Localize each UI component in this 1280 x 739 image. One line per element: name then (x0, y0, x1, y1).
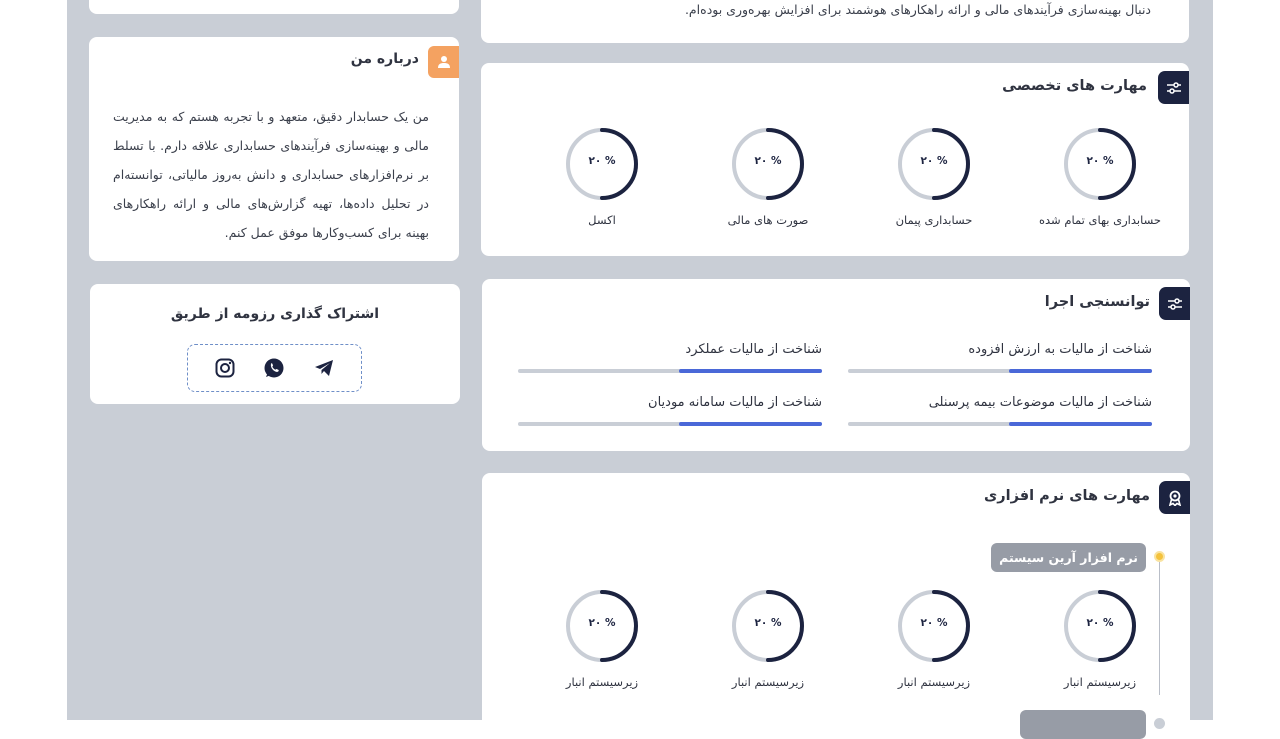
share-card (90, 284, 460, 404)
software-group-label-next (1020, 710, 1146, 739)
software-percent: % ۲۰ (588, 617, 616, 629)
software-ring-item (693, 589, 843, 689)
performance-bar (518, 395, 822, 426)
progress-track (518, 369, 822, 373)
sliders-icon (1158, 71, 1189, 104)
software-percent: % ۲۰ (754, 617, 782, 629)
progress-ring (565, 127, 639, 201)
skill-ring-item (527, 127, 677, 227)
share-title: اشتراک گذاری رزومه از طریق (170, 306, 380, 322)
skill-label: حسابداری پیمان (895, 213, 973, 227)
software-percent: % ۲۰ (1086, 617, 1114, 629)
skill-label: صورت های مالی (727, 213, 809, 227)
progress-track (518, 422, 822, 426)
performance-label: شناخت از مالیات موضوعات بیمه پرسنلی (928, 395, 1152, 410)
skill-ring-item (693, 127, 843, 227)
progress-ring (1063, 127, 1137, 201)
skill-label: حسابداری بهای تمام شده (1038, 213, 1161, 227)
software-ring-item (859, 589, 1009, 689)
special-skills-card (481, 63, 1189, 256)
performance-label: شناخت از مالیات به ارزش افزوده (968, 342, 1152, 357)
performance-bar (848, 342, 1152, 373)
progress-ring (897, 589, 971, 663)
software-group-label: نرم افزار آرین سیستم (991, 543, 1146, 572)
timeline-dot (1154, 551, 1165, 562)
skill-ring-item (859, 127, 1009, 227)
intro-card-partial (481, 0, 1189, 43)
about-card (89, 37, 459, 261)
sliders-icon (1159, 287, 1190, 320)
progress-fill (1009, 369, 1152, 373)
performance-bar (848, 395, 1152, 426)
progress-fill (679, 422, 822, 426)
skill-percent: % ۲۰ (1086, 155, 1114, 167)
skill-label: اکسل (588, 213, 616, 227)
progress-ring (1063, 589, 1137, 663)
about-body: من یک حسابدار دقیق، متعهد و با تجربه هستم که به مدیریت مالی و بهینه‌سازی فرآیندهای حسابداری علاقه دارم. با تسلط بر نرم‌افزارهای حسابداری و دانش به‌روز مالیاتی، توانسته‌ام در تحلیل داده‌ها، تهیه گزارش‌های مالی و ارائه راهکارهای بهینه برای کسب‌وکارها موفق عمل کنم. (113, 109, 429, 240)
software-percent: % ۲۰ (920, 617, 948, 629)
about-title: درباره من (350, 51, 419, 67)
progress-fill (679, 369, 822, 373)
special-skills-title: مهارت های تخصصی (1002, 78, 1147, 94)
profile-card-partial (89, 0, 459, 14)
user-icon (428, 46, 459, 78)
intro-text: دنبال بهینه‌سازی فرآیندهای مالی و ارائه راهکارهای هوشمند برای افزایش بهره‌وری بوده‌ام. (684, 2, 1151, 17)
performance-label: شناخت از مالیات عملکرد (685, 342, 822, 357)
skill-percent: % ۲۰ (754, 155, 782, 167)
performance-card (482, 279, 1190, 451)
software-skills-card (482, 473, 1190, 733)
progress-ring (731, 127, 805, 201)
progress-track (848, 422, 1152, 426)
progress-track (848, 369, 1152, 373)
software-label: زیرسیستم انبار (565, 675, 639, 689)
progress-fill (1009, 422, 1152, 426)
software-ring-item (527, 589, 677, 689)
progress-ring (731, 589, 805, 663)
whatsapp-icon[interactable] (261, 355, 287, 381)
software-label: زیرسیستم انبار (731, 675, 805, 689)
award-icon (1159, 481, 1190, 514)
performance-bar (518, 342, 822, 373)
performance-label: شناخت از مالیات سامانه مودیان (648, 395, 822, 410)
instagram-icon[interactable] (212, 355, 238, 381)
share-links (187, 344, 362, 392)
progress-ring (897, 127, 971, 201)
performance-title: توانسنجی اجرا (1044, 294, 1150, 310)
telegram-icon[interactable] (311, 355, 337, 381)
software-skills-title: مهارت های نرم افزاری (983, 488, 1150, 504)
skill-ring-item (1025, 127, 1175, 227)
skill-percent: % ۲۰ (920, 155, 948, 167)
software-ring-item (1025, 589, 1175, 689)
software-label: زیرسیستم انبار (1063, 675, 1137, 689)
software-label: زیرسیستم انبار (897, 675, 971, 689)
skill-percent: % ۲۰ (588, 155, 616, 167)
progress-ring (565, 589, 639, 663)
